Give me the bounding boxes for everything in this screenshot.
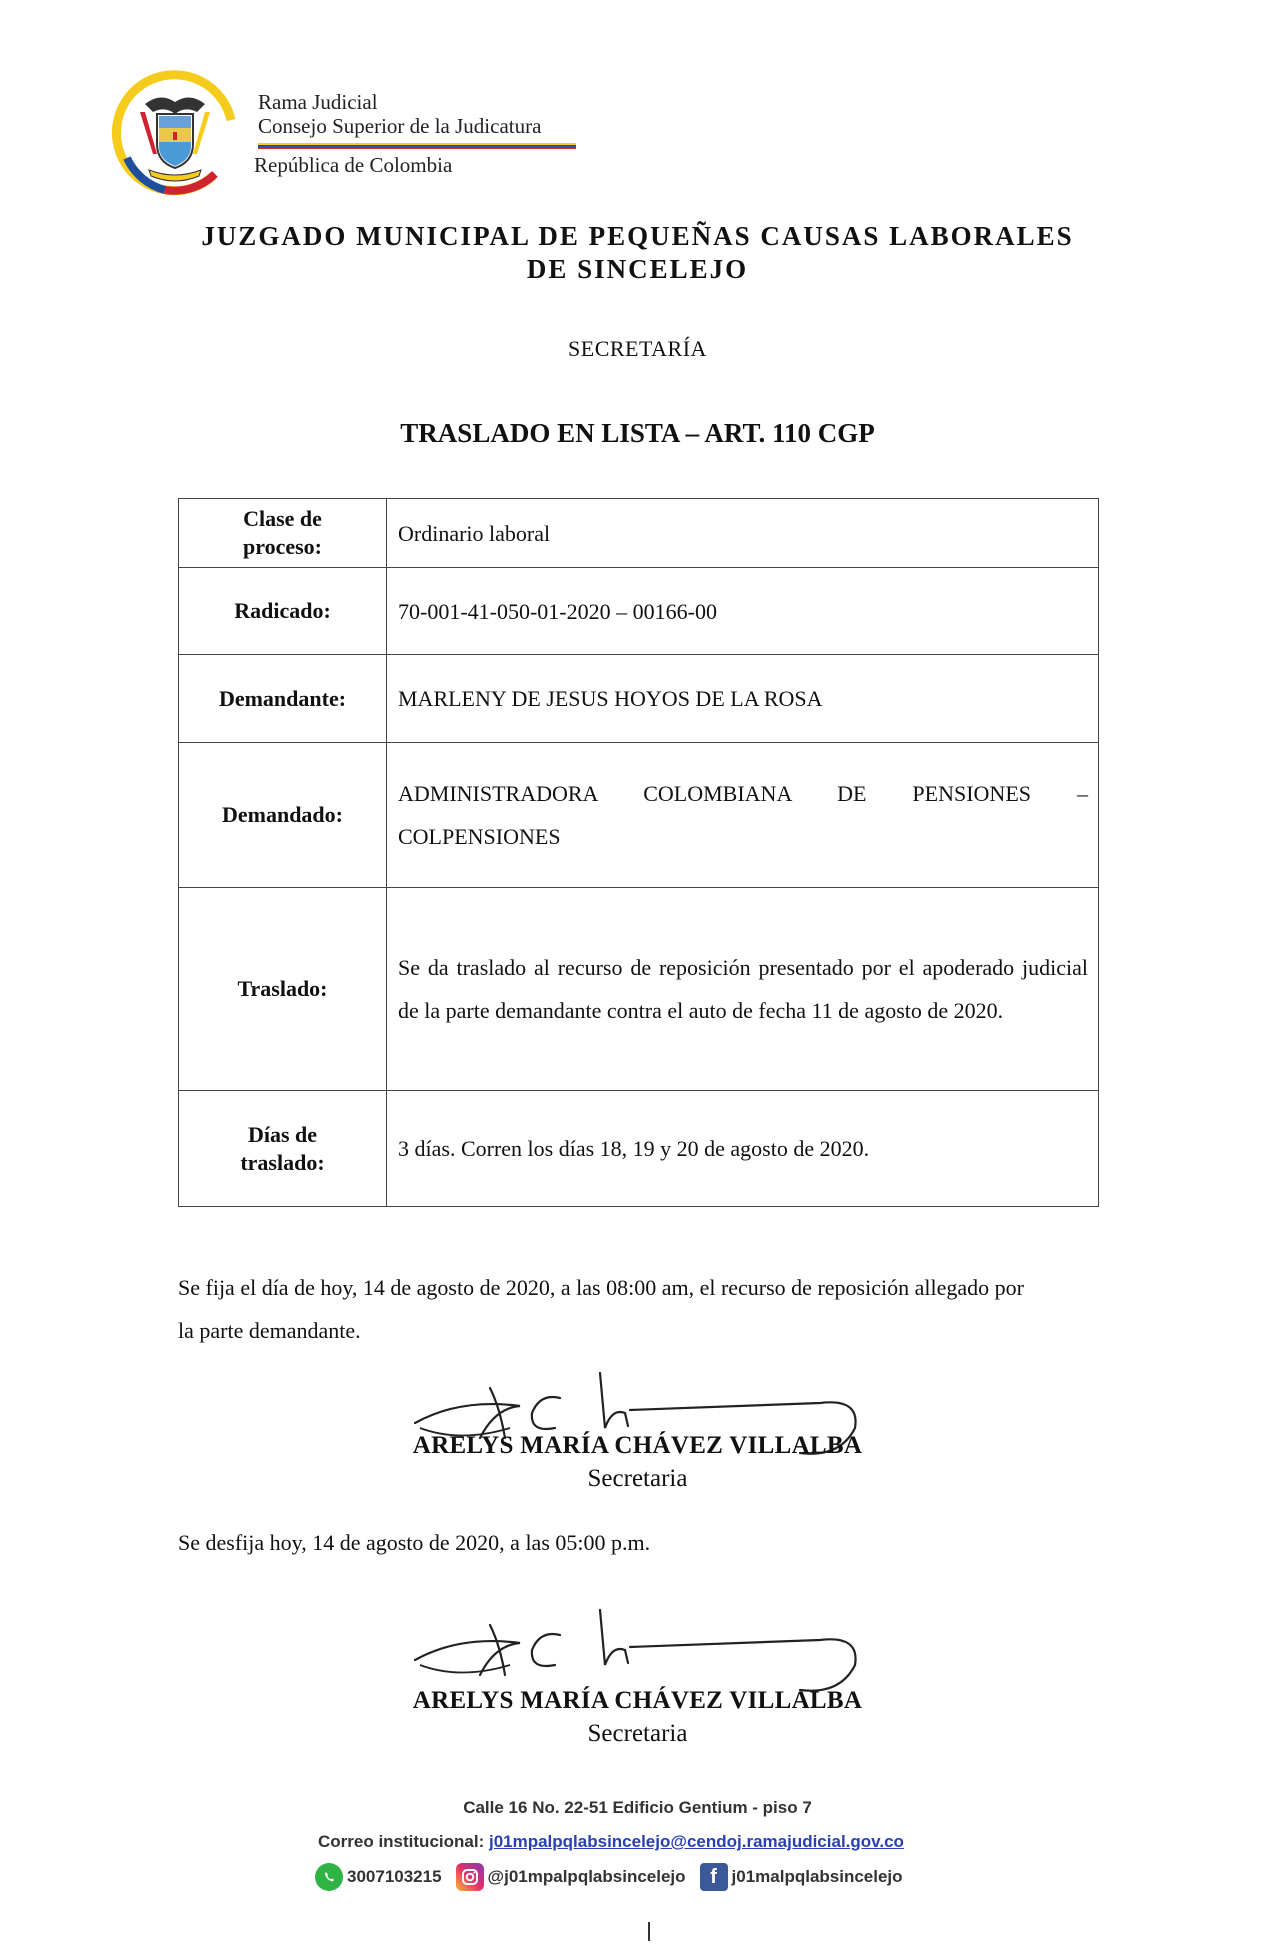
signer-role: Secretaria bbox=[587, 1720, 688, 1747]
table-row bbox=[179, 888, 1099, 1091]
document-title: TRASLADO EN LISTA – ART. 110 CGP bbox=[400, 418, 875, 448]
footer-email bbox=[318, 1832, 904, 1852]
demandante-label: Demandante: bbox=[179, 655, 387, 743]
demandado-value-line2: COLPENSIONES bbox=[398, 824, 561, 849]
footer-address: Calle 16 No. 22-51 Edificio Gentium - piso 7 bbox=[463, 1798, 812, 1817]
tricolor-rule bbox=[258, 143, 576, 149]
traslado-label: Traslado: bbox=[179, 888, 387, 1091]
clase-label-line1: Clase de bbox=[243, 506, 322, 531]
instagram-handle[interactable]: @j01mpalpqlabsincelejo bbox=[487, 1867, 686, 1886]
footer-social bbox=[315, 1863, 917, 1891]
signer-role: Secretaria bbox=[587, 1465, 688, 1492]
colombia-coat-of-arms-icon bbox=[105, 62, 245, 202]
facebook-icon: f bbox=[700, 1863, 728, 1891]
email-label: Correo institucional: bbox=[318, 1832, 485, 1851]
case-info-table bbox=[178, 498, 1099, 1207]
dias-label-line1: Días de bbox=[247, 1121, 318, 1147]
court-title-line2: DE SINCELEJO bbox=[526, 254, 749, 284]
demandado-value-line1: ADMINISTRADORA COLOMBIANA DE PENSIONES – bbox=[398, 781, 1088, 806]
court-title bbox=[150, 220, 1125, 286]
traslado-value: Se da traslado al recurso de reposición presentado por el apoderado judicial de la parte demandante contra el auto de fecha 11 de agosto de 2020. bbox=[387, 888, 1099, 1091]
signer-name: ARELYS MARÍA CHÁVEZ VILLALBA bbox=[412, 1687, 863, 1714]
table-row bbox=[179, 743, 1099, 888]
handwritten-signature-2 bbox=[400, 1605, 870, 1695]
org-name-rama: Rama Judicial bbox=[258, 90, 378, 114]
signer-name: ARELYS MARÍA CHÁVEZ VILLALBA bbox=[412, 1432, 863, 1459]
text-cursor-mark bbox=[648, 1922, 650, 1941]
court-title-line1: JUZGADO MUNICIPAL DE PEQUEÑAS CAUSAS LABORALES bbox=[201, 221, 1074, 251]
fijacion-paragraph: Se fija el día de hoy, 14 de agosto de 2020, a las 08:00 am, el recurso de reposición allegado por la parte demandante. bbox=[178, 1275, 1024, 1343]
radicado-label: Radicado: bbox=[179, 568, 387, 655]
org-identity bbox=[254, 90, 588, 190]
whatsapp-icon bbox=[315, 1863, 343, 1891]
table-row bbox=[179, 655, 1099, 743]
clase-label-line2: proceso: bbox=[242, 534, 323, 559]
radicado-value: 70-001-41-050-01-2020 – 00166-00 bbox=[387, 568, 1099, 655]
dias-label bbox=[179, 1091, 387, 1207]
clase-label bbox=[179, 499, 387, 568]
instagram-icon bbox=[456, 1863, 484, 1891]
email-link[interactable]: j01mpalpqlabsincelejo@cendoj.ramajudicial.gov.co bbox=[488, 1832, 904, 1851]
dias-label-line2: traslado: bbox=[240, 1149, 325, 1175]
facebook-handle[interactable]: j01malpqlabsincelejo bbox=[731, 1867, 903, 1886]
section-secretaria: SECRETARÍA bbox=[568, 336, 707, 361]
clase-value: Ordinario laboral bbox=[387, 499, 1099, 568]
demandado-label: Demandado: bbox=[179, 743, 387, 888]
org-name-consejo: Consejo Superior de la Judicatura bbox=[258, 114, 542, 138]
demandante-value: MARLENY DE JESUS HOYOS DE LA ROSA bbox=[387, 655, 1099, 743]
desfijacion-paragraph: Se desfija hoy, 14 de agosto de 2020, a las 05:00 p.m. bbox=[178, 1530, 651, 1555]
table-row bbox=[179, 568, 1099, 655]
demandado-value bbox=[387, 743, 1099, 888]
org-name-republica: República de Colombia bbox=[254, 153, 453, 177]
table-row bbox=[179, 1091, 1099, 1207]
whatsapp-number: 3007103215 bbox=[347, 1867, 442, 1886]
rama-judicial-logo bbox=[105, 62, 245, 202]
dias-value: 3 días. Corren los días 18, 19 y 20 de agosto de 2020. bbox=[387, 1091, 1099, 1207]
table-row bbox=[179, 499, 1099, 568]
